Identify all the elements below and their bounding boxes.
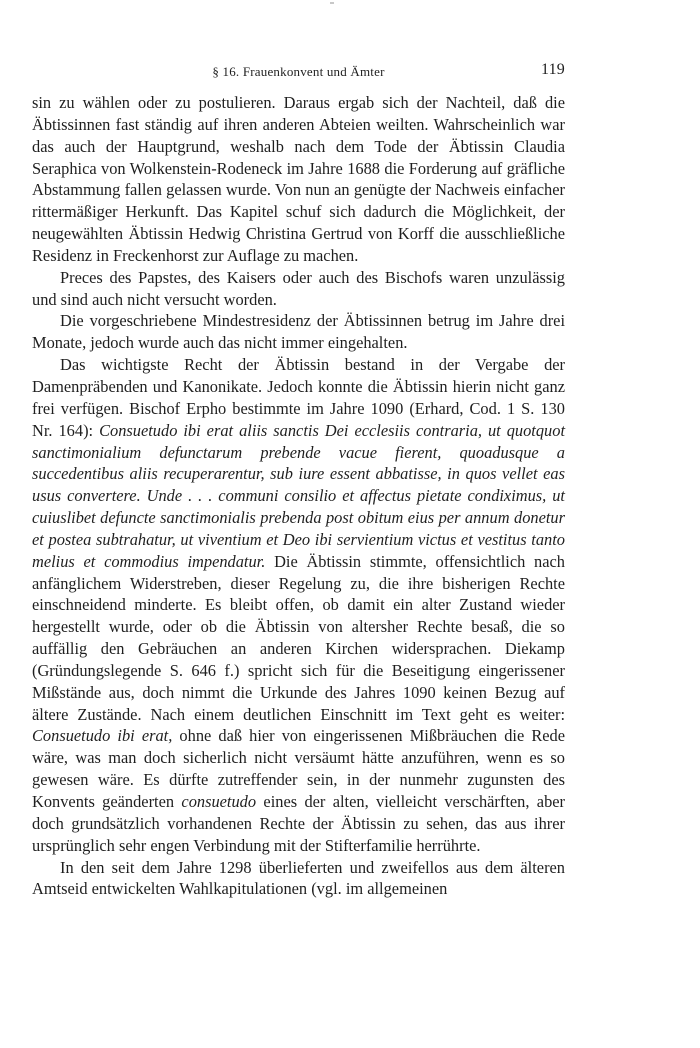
- running-head: [32, 59, 565, 85]
- scan-mark: [330, 2, 334, 4]
- paragraph: [32, 857, 565, 901]
- text-segment: Preces des Papstes, des Kaisers oder auch des Bischofs waren unzulässig und sind auch nicht versucht worden.: [32, 267, 565, 309]
- text-segment: sin zu wählen oder zu postulieren. Daraus ergab sich der Nachteil, daß die Äbtissinnen fast ständig auf ihren anderen Abteien weilten. Wahrscheinlich war das auch der Hauptgrund, weshalb nach dem Tode der Äbtissin Claudia Seraphica von Wolkenstein-Rodeneck im Jahre 1688 die Forderung auf gräfliche Abstammung fallen gelassen wurde. Von nun an genügte der Nachweis einfacher rittermäßiger Herkunft. Das Kapitel schuf sich dadurch die Möglichkeit, der neugewählten Äbtissin Hedwig Christina Gertrud von Korff die ausschließliche Residenz in Freckenhorst zur Auflage zu machen.: [32, 93, 565, 265]
- paragraph: [32, 92, 565, 267]
- text-segment: In den seit dem Jahre 1298 überlieferten und zweifellos aus dem älteren Amtseid entwickelten Wahlkapitulationen (vgl. im allgemeinen: [32, 857, 565, 899]
- text-segment: Das wichtigste Recht der Äbtissin bestand in der Vergabe der Damenpräbenden und Kanonikate. Jedoch konnte die Äbtissin hierin nicht ganz frei verfügen. Bischof Erpho bestimmte im Jahre 1090 (Erhard, Cod. 1 S. 130 Nr. 164):: [32, 355, 565, 440]
- latin-term: consuetudo: [181, 792, 257, 811]
- text-segment: ohne daß hier von eingerissenen Mißbräuchen die Rede wäre, was man doch sicherlich nicht versäumt hätte anzuführen, wenn es so gewesen wäre. Es dürfte zutreffender sein, in der nunmehr zugunsten des Konvents geänderten: [32, 726, 566, 811]
- page-number: 119: [540, 61, 565, 78]
- paragraph: [32, 310, 565, 354]
- text-segment: Die Äbtissin stimmte, offensichtlich nach anfänglichem Widerstreben, dieser Regelung zu, die ihre bisherigen Rechte einschneidend minderte. Es bleibt offen, ob damit ein alter Zustand wieder hergestellt wurde, oder ob die Äbtissin von altersher Rechte besaß, die so auffällig den Gebräuchen an anderen Kirchen widersprachen. Diekamp (Gründungslegende S. 646 f.) spricht sich für die Beseitigung eingerissener Mißstände aus, doch nimmt die Urkunde des Jahres 1090 keinen Bezug auf ältere Zustände. Nach einem deutlichen Einschnitt im Text geht es weiter:: [32, 551, 565, 724]
- text-segment: eines der alten, vielleicht verschärften, aber doch grundsätzlich vorhandenen Rechte der Äbtissin zu sehen, das aus ihrer ursprünglich sehr engen Verbindung mit der Stifterfamilie herrührte.: [32, 792, 565, 855]
- paragraph: [32, 267, 565, 311]
- running-title: § 16. Frauenkonvent und Ämter: [212, 64, 385, 79]
- latin-quotation: Consuetudo ibi erat aliis sanctis Dei ecclesiis contraria, ut quotquot sanctimonialium defunctarum prebende vacue fierent, quoadusque a succedentibus aliis recuperarentur, sub iure essent abbatisse, in quos vellet eas usus convertere. Unde . . . communi consilio et affectus pietate condiximus, ut cuiuslibet defuncte sanctimonialis prebenda post obitum eius per annum donetur et postea subtrahatur, ut viventium et Deo ibi servientium victus et vestitus tanto melius et commodius impendatur.: [32, 420, 566, 571]
- text-segment: Die vorgeschriebene Mindestresidenz der Äbtissinnen betrug im Jahre drei Monate, jedoch wurde auch das nicht immer eingehalten.: [32, 311, 565, 353]
- body-text: [32, 92, 565, 900]
- latin-quotation: Consuetudo ibi erat,: [32, 726, 173, 746]
- paragraph: [32, 354, 565, 856]
